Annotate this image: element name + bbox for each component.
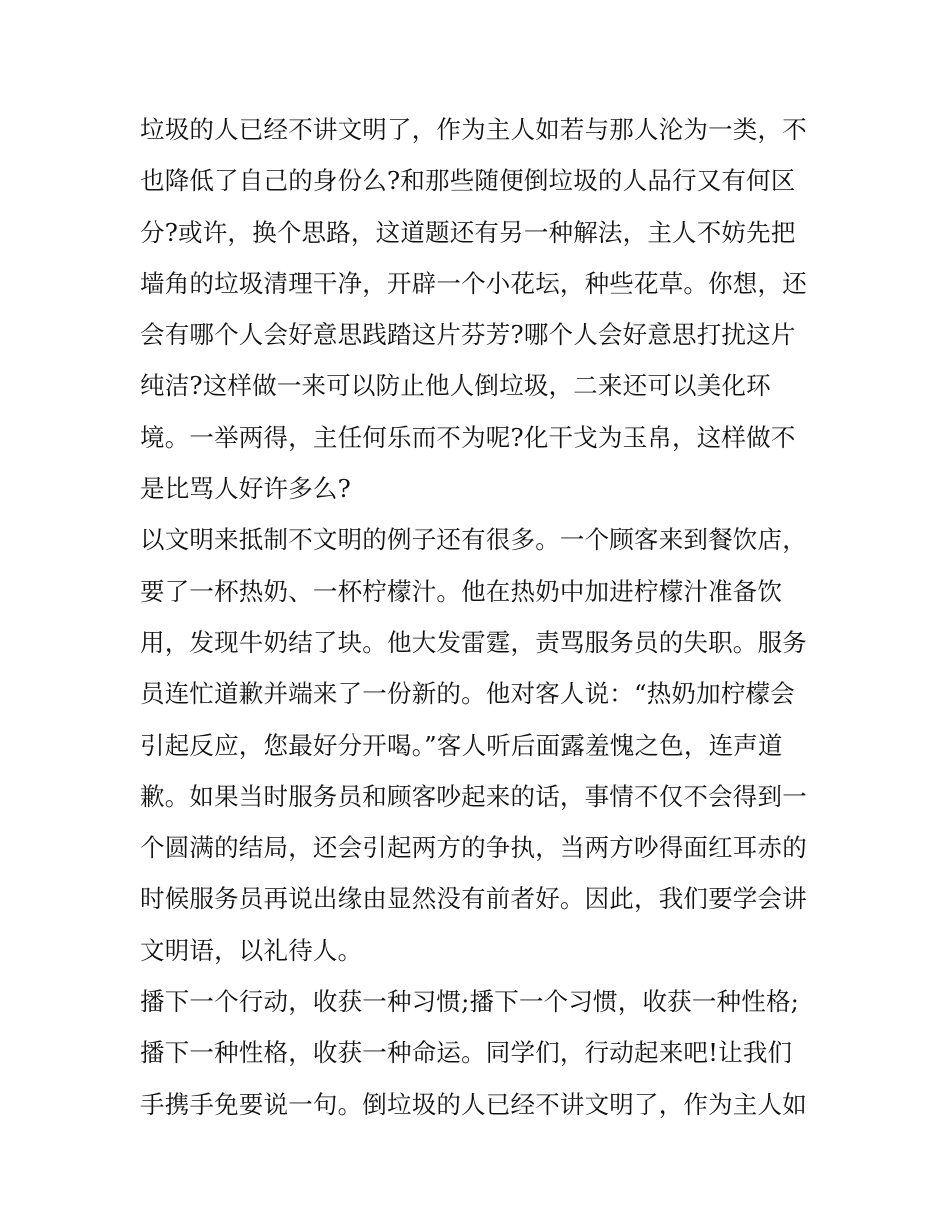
text-line: 也降低了自己的身份么?和那些随便倒垃圾的人品行又有何区 [140, 166, 796, 196]
text-line: 引起反应，您最好分开喝。”客人听后面露羞愧之色，连声道 [140, 730, 783, 760]
document-body [140, 104, 820, 1130]
text-line: 手携手免要说一句。倒垃圾的人已经不讲文明了，作为主人如 [140, 1089, 807, 1119]
text-line: 歉。如果当时服务员和顾客吵起来的话，事情不仅不会得到一 [140, 781, 807, 811]
text-line: 文明语，以礼待人。 [140, 935, 363, 965]
text-line: 播下一种性格，收获一种命运。同学们，行动起来吧!让我们 [140, 1038, 793, 1068]
text-line: 垃圾的人已经不讲文明了，作为主人如若与那人沦为一类，不 [140, 115, 807, 144]
text-line: 会有哪个人会好意思践踏这片芬芳?哪个人会好意思打扰这片 [140, 320, 796, 350]
text-line: 用，发现牛奶结了块。他大发雷霆，责骂服务员的失职。服务 [140, 627, 807, 657]
text-line: 分?或许，换个思路，这道题还有另一种解法，主人不妨先把 [140, 217, 796, 247]
text-line: 员连忙道歉并端来了一份新的。他对客人说：“热奶加柠檬会 [140, 679, 795, 709]
text-line: 播下一个行动，收获一种习惯;播下一个习惯，收获一种性格; [140, 987, 800, 1017]
text-line: 个圆满的结局，还会引起两方的争执，当两方吵得面红耳赤的 [140, 833, 807, 863]
text-line: 以文明来抵制不文明的例子还有很多。一个顾客来到餐饮店， [140, 525, 807, 555]
text-line: 境。一举两得，主任何乐而不为呢?化干戈为玉帛，这样做不 [140, 422, 796, 452]
text-line: 要了一杯热奶、一杯柠檬汁。他在热奶中加进柠檬汁准备饮 [140, 576, 783, 606]
text-line: 是比骂人好许多么? [140, 474, 351, 504]
text-line: 墙角的垃圾清理干净，开辟一个小花坛，种些花草。你想，还 [140, 268, 807, 298]
text-line: 纯洁?这样做一来可以防止他人倒垃圾，二来还可以美化环 [140, 371, 771, 401]
text-line: 时候服务员再说出缘由显然没有前者好。因此，我们要学会讲 [140, 884, 807, 914]
